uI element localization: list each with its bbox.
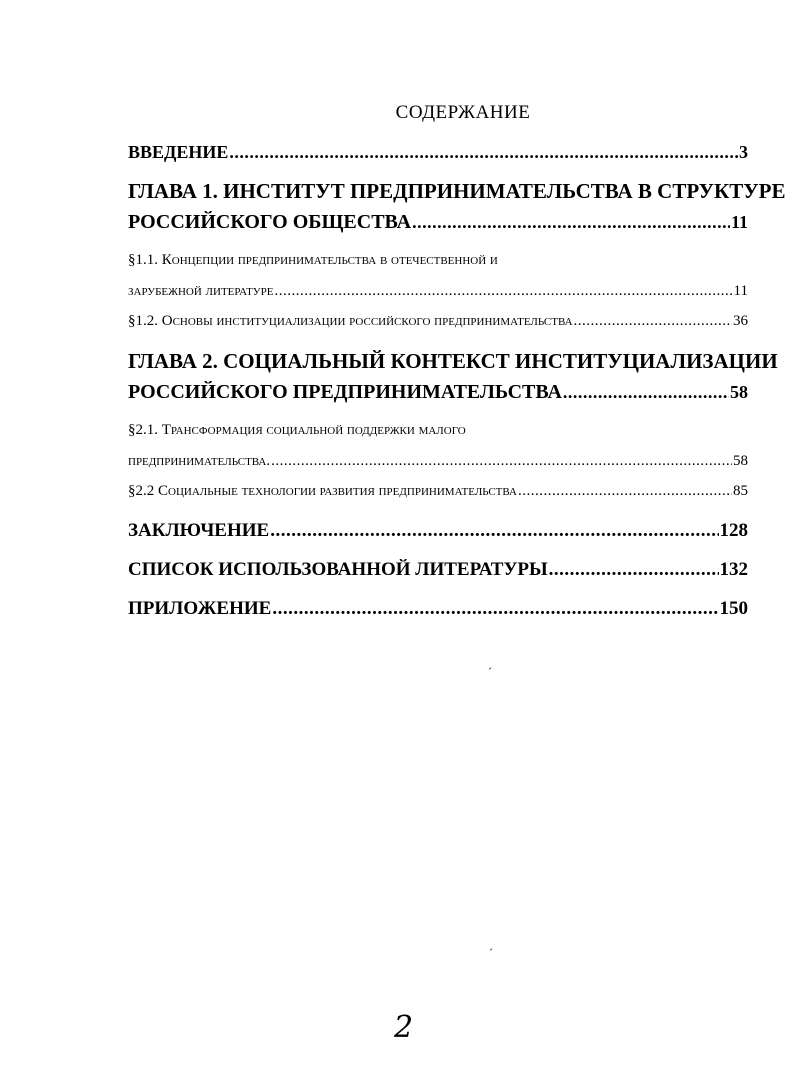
toc-entry-page: 58	[733, 453, 748, 469]
toc-entry-text: §1.2. Основы институциализации российского предпринимательства	[128, 313, 573, 329]
toc-leader-dots	[412, 212, 730, 233]
toc-entry-introduction	[128, 142, 748, 163]
toc-entry-text: ВВЕДЕНИЕ	[128, 142, 229, 162]
toc-leader-dots	[518, 483, 732, 500]
toc-entry-section-1-2	[128, 313, 748, 330]
toc-chapter-2-title-line1: ГЛАВА 2. СОЦИАЛЬНЫЙ КОНТЕКСТ ИНСТИТУЦИАЛИЗАЦИИ	[128, 349, 778, 373]
toc-entry-page: 36	[733, 313, 748, 329]
toc-chapter-1-title-line1: ГЛАВА 1. ИНСТИТУТ ПРЕДПРИНИМАТЕЛЬСТВА В СТРУКТУРЕ	[128, 179, 786, 203]
toc-entry-text: РОССИЙСКОГО ОБЩЕСТВА	[128, 211, 412, 233]
toc-leader-dots	[563, 382, 729, 403]
toc-leader-dots	[229, 142, 738, 163]
toc-entry-chapter-1	[128, 211, 748, 234]
toc-leader-dots	[274, 283, 732, 300]
scan-speck: ˊ	[489, 946, 493, 960]
toc-entry-page: 3	[739, 142, 748, 162]
toc-entry-text: РОССИЙСКОГО ПРЕДПРИНИМАТЕЛЬСТВА	[128, 381, 562, 403]
toc-entry-page: 132	[719, 559, 748, 580]
toc-entry-text: ПРИЛОЖЕНИЕ	[128, 598, 272, 619]
toc-leader-dots	[549, 559, 719, 581]
toc-leader-dots	[272, 598, 718, 620]
handwritten-page-number: 2	[394, 1010, 414, 1045]
toc-entry-page: 128	[719, 520, 748, 541]
toc-entry-page: 150	[719, 598, 748, 619]
toc-entry-text: СПИСОК ИСПОЛЬЗОВАННОЙ ЛИТЕРАТУРЫ	[128, 559, 548, 580]
toc-entry-page: 58	[730, 382, 748, 402]
toc-entry-conclusion	[128, 520, 748, 542]
toc-entry-page: 85	[733, 483, 748, 499]
toc-entry-section-2-1	[128, 453, 748, 470]
page-title: СОДЕРЖАНИЕ	[395, 102, 531, 123]
toc-leader-dots	[574, 313, 732, 330]
toc-entry-section-2-2	[128, 483, 748, 500]
toc-leader-dots	[271, 453, 732, 470]
toc-section-2-1-line1: §2.1. Трансформация социальной поддержки малого	[128, 422, 466, 438]
toc-entry-text: ЗАКЛЮЧЕНИЕ	[128, 520, 270, 541]
scan-speck: ˊ	[488, 665, 492, 679]
toc-section-1-1-line1: §1.1. Концепции предпринимательства в отечественной и	[128, 252, 498, 268]
toc-entry-section-1-1	[128, 283, 748, 300]
toc-entry-page: 11	[730, 212, 748, 232]
toc-entry-chapter-2	[128, 381, 748, 404]
toc-entry-bibliography	[128, 559, 748, 581]
toc-entry-text: предпринимательства.	[128, 453, 271, 469]
toc-entry-appendix	[128, 598, 748, 620]
toc-entry-text: зарубежной литературе	[128, 283, 274, 299]
toc-leader-dots	[270, 520, 718, 542]
toc-entry-text: §2.2 Социальные технологии развития предпринимательства	[128, 483, 517, 499]
toc-entry-page: 11	[733, 283, 748, 299]
